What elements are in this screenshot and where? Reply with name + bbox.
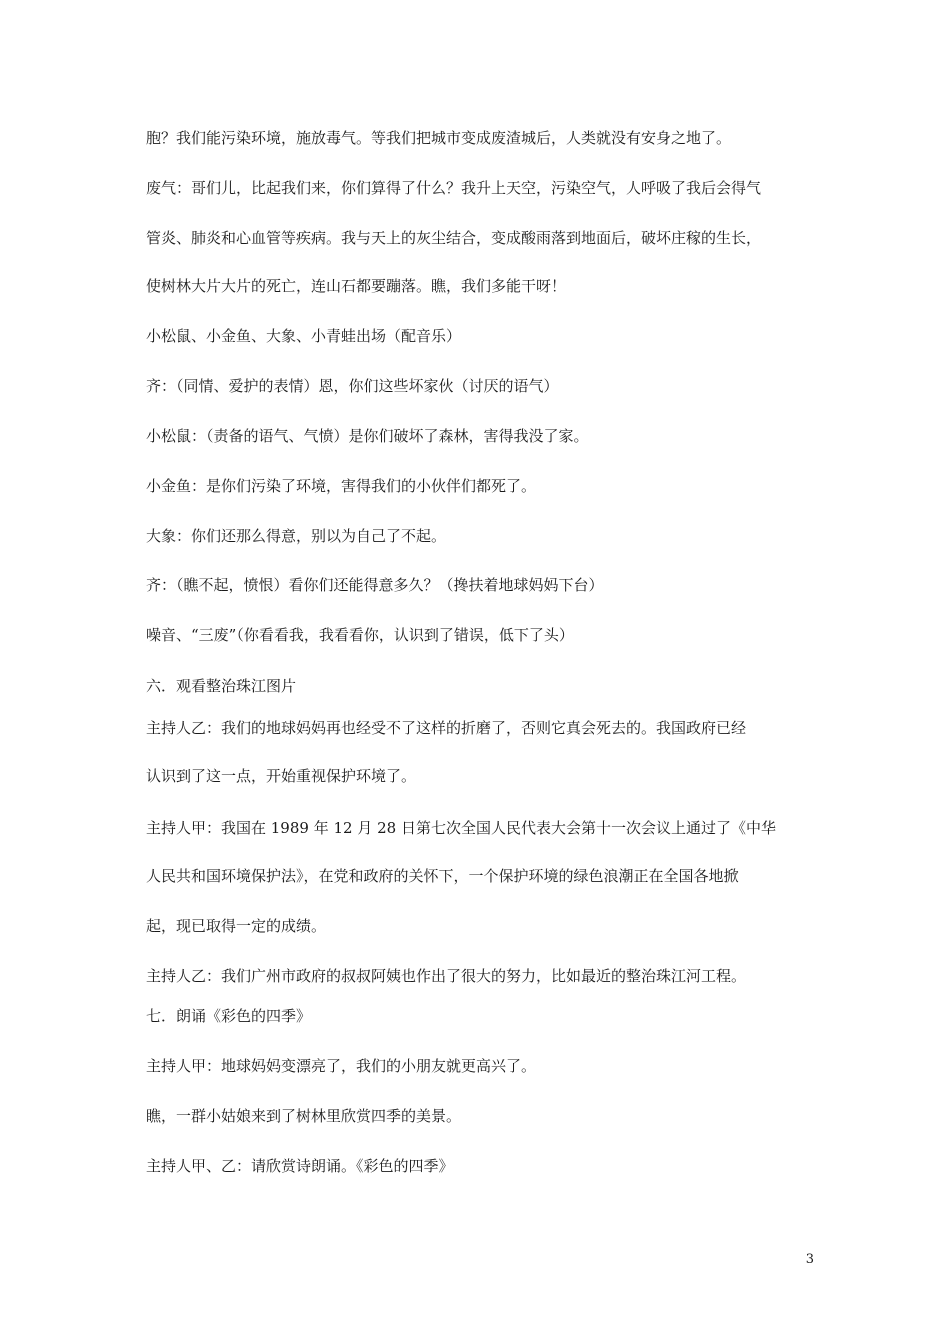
text-line: 起，现已取得一定的成绩。 (146, 917, 327, 935)
text-line: 小松鼠：（责备的语气、气愤）是你们破坏了森林，害得我没了家。 (146, 427, 589, 445)
text-line: 胞？我们能污染环境，施放毒气。等我们把城市变成废渣城后，人类就没有安身之地了。 (146, 129, 732, 147)
text-line: 小金鱼：是你们污染了环境，害得我们的小伙伴们都死了。 (146, 477, 537, 495)
section-heading: 六．观看整治珠江图片 (146, 677, 297, 695)
text-line: 主持人甲：我国在 1989 年 12 月 28 日第七次全国人民代表大会第十一次会议上通过了《中华 (146, 819, 776, 837)
text-line: 主持人乙：我们广州市政府的叔叔阿姨也作出了很大的努力，比如最近的整治珠江河工程。 (146, 967, 747, 985)
text-line: 使树林大片大片的死亡，连山石都要蹦落。瞧，我们多能干呀！ (146, 277, 567, 295)
text-line: 废气：哥们儿，比起我们来，你们算得了什么？我升上天空，污染空气，人呼吸了我后会得气 (146, 179, 762, 197)
text-line: 齐：（同情、爱护的表情）恩，你们这些坏家伙（讨厌的语气） (146, 377, 559, 395)
text-line: 主持人甲：地球妈妈变漂亮了，我们的小朋友就更高兴了。 (146, 1057, 537, 1075)
text-line: 小松鼠、小金鱼、大象、小青蛙出场（配音乐） (146, 327, 462, 345)
text-line: 瞧，一群小姑娘来到了树林里欣赏四季的美景。 (146, 1107, 462, 1125)
text-line: 认识到了这一点，开始重视保护环境了。 (146, 767, 417, 785)
text-line: 主持人乙：我们的地球妈妈再也经受不了这样的折磨了，否则它真会死去的。我国政府已经 (146, 719, 747, 737)
text-line: 大象：你们还那么得意，别以为自己了不起。 (146, 527, 447, 545)
text-line: 齐：（瞧不起，愤恨）看你们还能得意多久？（搀扶着地球妈妈下台） (146, 576, 604, 594)
text-line: 噪音、“三废”（你看看我，我看看你，认识到了错误，低下了头） (146, 626, 574, 644)
text-line: 人民共和国环境保护法》，在党和政府的关怀下，一个保护环境的绿色浪潮正在全国各地掀 (146, 867, 739, 885)
section-heading: 七．朗诵《彩色的四季》 (146, 1007, 312, 1025)
text-line: 主持人甲、乙：请欣赏诗朗诵。《彩色的四季》 (146, 1157, 454, 1175)
text-line: 管炎、肺炎和心血管等疾病。我与天上的灰尘结合，变成酸雨落到地面后，破坏庄稼的生长， (146, 229, 762, 247)
page-number: 3 (805, 1252, 814, 1267)
